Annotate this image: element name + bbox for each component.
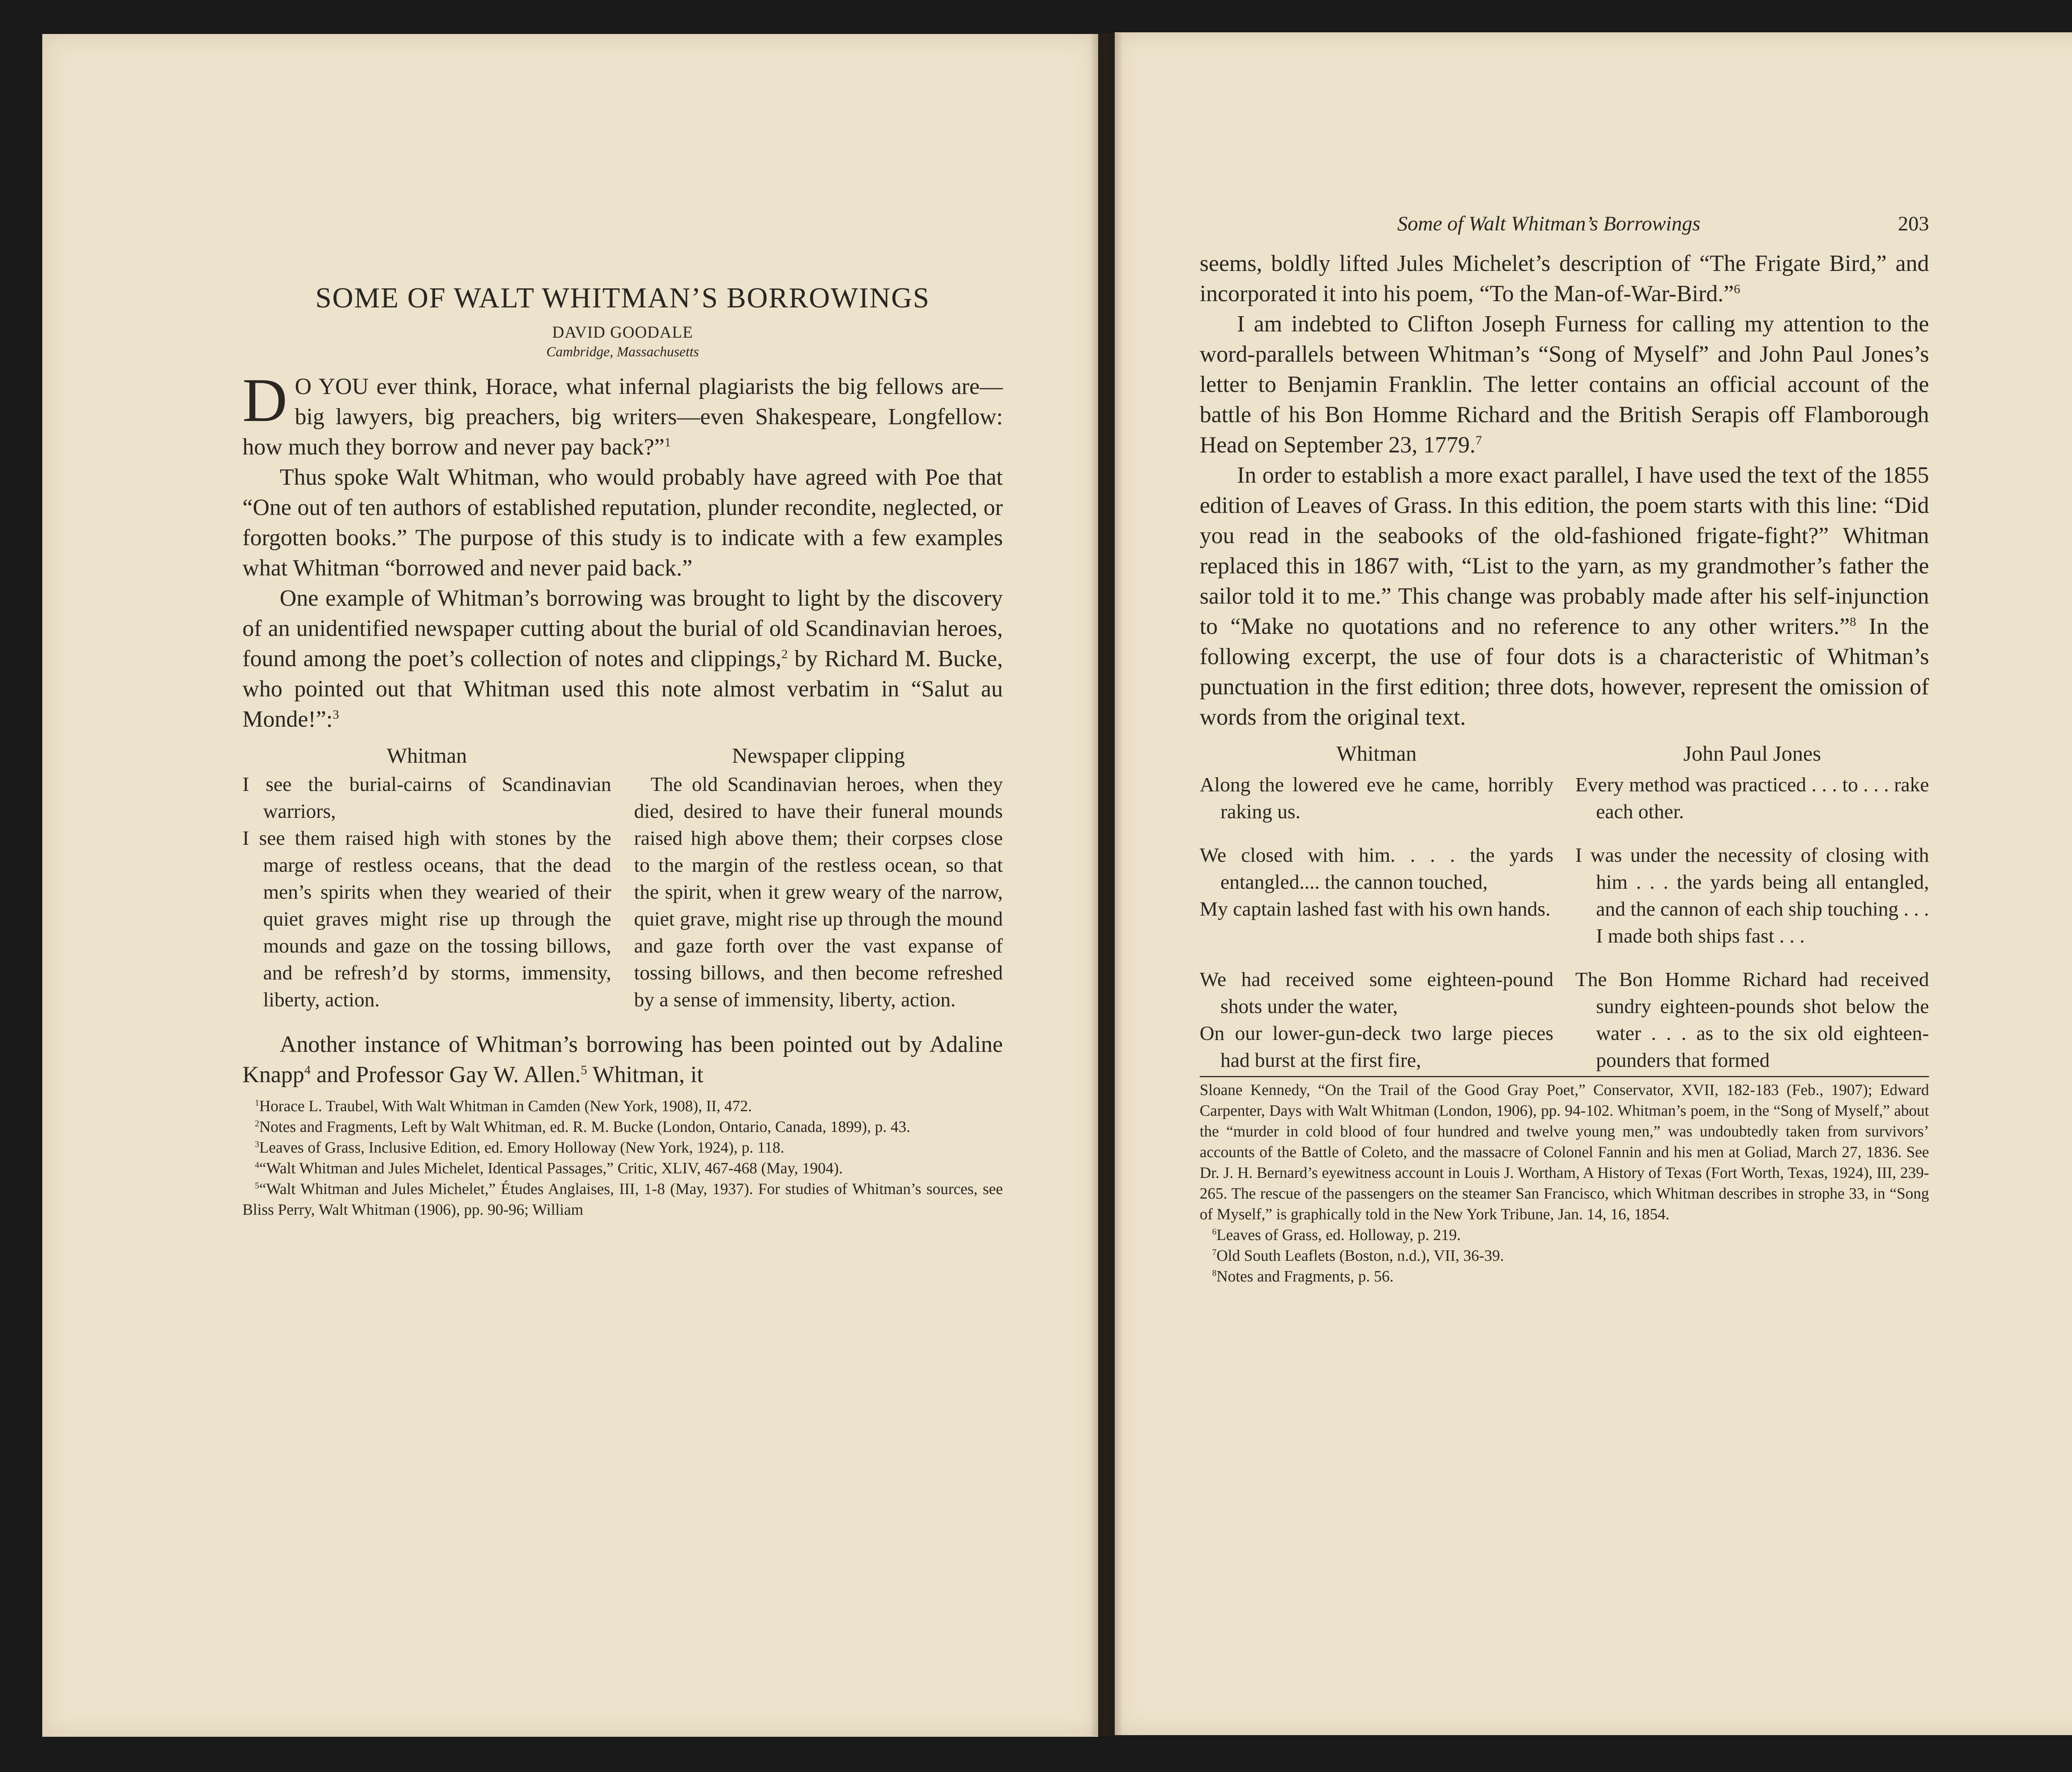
paragraph-4 — [242, 1030, 1003, 1090]
paragraph-furness-text: I am indebted to Clifton Joseph Furness for calling my attention to the word-parallels between Whitman’s “Song of Myself” and John Paul Jones’s letter to Benjamin Franklin. The letter contains an official account of the battle of his Bon Homme Richard and the British Serapis off Flamborough Head on September 23, 1779. — [1200, 311, 1929, 458]
comparison-row — [1200, 841, 1929, 949]
whitman-cell — [1200, 966, 1554, 1073]
footnote-text: Leaves of Grass, ed. Holloway, p. 219. — [1216, 1226, 1461, 1244]
paragraph-3-text-a: One example of Whitman’s borrowing was brought to light by the discovery of an unidentified newspaper cutting about the burial of old Scandinavian heroes, found among the poet’s collection of notes and clippings, — [242, 585, 1003, 672]
footnote-number: 3 — [255, 1139, 259, 1149]
verse-line: We had received some eighteen-pound shots under the water, — [1200, 968, 1554, 1018]
comparison-right-column — [634, 744, 1003, 1013]
footnote-continuation: Sloane Kennedy, “On the Trail of the Good Gray Poet,” Conservator, XVII, 182-183 (Feb., 1907); Edward Carpenter, Days with Walt Whitman (London, 1906), pp. 94-102. Whitman’s poem, in the “Song of Myself,” about the “murder in cold blood of four hundred and twelve young men,” was undoubtedly taken from survivors’ accounts of the Battle of Coleto, and the massacre of Colonel Fannin and his men at Goliad, March 27, 1836. See Dr. J. H. Bernard’s eyewitness account in Louis J. Wortham, A History of Texas (Fort Worth, Texas, 1924), III, 239-265. The rescue of the passengers on the steamer San Francisco, which Whitman describes in strophe 33, in “Song of Myself,” is graphically told in the New York Tribune, Jan. 14, 16, 1854. — [1200, 1081, 1929, 1223]
jones-text: The Bon Homme Richard had received sundry eighteen-pounds shot below the water . . . as to the six old eighteen-pounders that formed — [1575, 968, 1929, 1071]
paragraph-4-text-a: Another instance of Whitman’s borrowing has been pointed out by Adaline Knapp — [242, 1032, 1003, 1088]
footnote-number: 5 — [255, 1180, 259, 1191]
right-column — [1200, 249, 1929, 1287]
verse-line: I see the burial-cairns of Scandinavian warriors, — [242, 773, 611, 822]
continued-paragraph — [1200, 249, 1929, 309]
footnote-text: “Walt Whitman and Jules Michelet, Identical Passages,” Critic, XLIV, 467-468 (May, 1904). — [259, 1160, 843, 1177]
note-ref-4: 4 — [304, 1063, 311, 1077]
paragraph-furness — [1200, 309, 1929, 460]
drop-cap: D — [242, 366, 288, 435]
comparison-row — [1200, 966, 1929, 1073]
whitman-cell — [1200, 841, 1554, 949]
footnote-rule — [1200, 1076, 1929, 1077]
note-ref-8: 8 — [1849, 614, 1857, 629]
footnote-number: 4 — [255, 1160, 259, 1170]
footnote — [242, 1179, 1003, 1220]
running-head-title: Some of Walt Whitman’s Borrowings — [1397, 212, 1701, 235]
footnote-number: 8 — [1212, 1268, 1217, 1278]
footnote — [242, 1117, 1003, 1137]
book-gutter — [1090, 33, 1123, 1736]
paragraph-1855-edition — [1200, 460, 1929, 732]
jones-cell — [1575, 771, 1929, 825]
footnote-text: Leaves of Grass, Inclusive Edition, ed. Emory Holloway (New York, 1924), p. 118. — [259, 1139, 784, 1156]
note-ref-5: 5 — [581, 1063, 587, 1077]
footnote — [1200, 1266, 1929, 1287]
note-ref-2: 2 — [781, 647, 788, 661]
footnote-text: Notes and Fragments, Left by Walt Whitman, ed. R. M. Bucke (London, Ontario, Canada, 1899), p. 43. — [259, 1118, 910, 1136]
verse-line: I see them raised high with stones by the marge of restless oceans, that the dead men’s spirits when they wearied of their quiet graves might rise up through the mounds and gaze on the tossing billows, and be refresh’d by storms, immensity, liberty, action. — [242, 827, 611, 1011]
comparison-left-column — [242, 744, 611, 1013]
paragraph-1855-text-a: In order to establish a more exact parallel, I have used the text of the 1855 edition of Leaves of Grass. In this edition, the poem starts with this line: “Did you read in the seabooks of the old-fashioned frigate-fight?” Whitman replaced this in 1867 with, “List to the yarn, as my grandmother’s father the sailor told it to me.” This change was probably made after his self-injunction to “Make no quotations and no reference to any other writers.” — [1200, 462, 1929, 639]
clipping-text: The old Scandinavian heroes, when they died, desired to have their funeral mounds raised high above them; their corpses close to the margin of the restless ocean, so that the spirit, when it grew weary of the narrow, quiet grave, might rise up through the mound and gaze forth over the vast expanse of tossing billows, and then become refreshed by a sense of immensity, liberty, action. — [634, 773, 1003, 1011]
paragraph-4-text-b: and Professor Gay W. Allen. — [310, 1062, 581, 1088]
comparison-head-whitman: Whitman — [387, 744, 467, 768]
note-ref-7: 7 — [1475, 433, 1482, 447]
footnote-number: 1 — [255, 1098, 259, 1108]
comparison-whitman-clipping — [242, 744, 1003, 1013]
comparison-head-clipping: Newspaper clipping — [732, 744, 905, 768]
footnote-text: Notes and Fragments, p. 56. — [1216, 1268, 1394, 1285]
opening-quote-text: O YOU ever think, Horace, what infernal plagiarists the big fellows are—big lawyers, big preachers, big writers—even Shakespeare, Longfellow: how much they borrow and never pay back?” — [242, 374, 1003, 460]
footnote-text: Old South Leaflets (Boston, n.d.), VII, 36-39. — [1216, 1247, 1504, 1264]
footnote — [242, 1158, 1003, 1179]
footnote-text: “Walt Whitman and Jules Michelet,” Études Anglaises, III, 1-8 (May, 1937). For studies of Whitman’s sources, see Bliss Perry, Walt Whitman (1906), pp. 90-96; William — [242, 1180, 1003, 1218]
comparison-headers — [1200, 742, 1929, 769]
footnote — [242, 1096, 1003, 1117]
note-ref-6: 6 — [1733, 282, 1740, 296]
whitman-cell — [1200, 771, 1554, 825]
jones-text: I was under the necessity of closing with him . . . the yards being all entangled, and the cannon of each ship touching . . . I made both ships fast . . . — [1575, 844, 1929, 947]
footnote — [1200, 1225, 1929, 1245]
continued-paragraph-text: seems, boldly lifted Jules Michelet’s description of “The Frigate Bird,” and incorporated it into his poem, “To the Man-of-War-Bird.” — [1200, 251, 1929, 307]
footnote-number: 7 — [1212, 1247, 1217, 1257]
footnote-number: 6 — [1212, 1226, 1217, 1237]
jones-text: Every method was practiced . . . to . . . rake each other. — [1575, 773, 1929, 823]
footnote-number: 2 — [255, 1118, 259, 1129]
paragraph-1855-text-b: In the following excerpt, the use of four dots is a characteristic of Whitman’s punctuation in the first edition; three dots, however, represent the omission of words from the original text. — [1200, 614, 1929, 730]
footnote — [242, 1137, 1003, 1158]
note-ref-1: 1 — [664, 435, 671, 450]
footnote-text: Horace L. Traubel, With Walt Whitman in Camden (New York, 1908), II, 472. — [259, 1098, 752, 1115]
verse-line: On our lower-gun-deck two large pieces had burst at the first fire, — [1200, 1022, 1554, 1071]
paragraph-4-text-c: Whitman, it — [587, 1062, 704, 1088]
verse-line: Along the lowered eve he came, horribly raking us. — [1200, 773, 1554, 823]
article-title: SOME OF WALT WHITMAN’S BORROWINGS — [315, 282, 930, 314]
comparison-head-jones: John Paul Jones — [1683, 742, 1821, 766]
jones-cell — [1575, 966, 1929, 1073]
right-footnotes — [1200, 1080, 1929, 1287]
comparison-whitman-jones — [1200, 742, 1929, 1073]
author-name: DAVID GOODALE — [552, 323, 693, 341]
paragraph-2: Thus spoke Walt Whitman, who would probably have agreed with Poe that “One out of ten authors of established reputation, plunder recondite, neglected, or forgotten books.” The purpose of this study is to indicate with a few examples what Whitman “borrowed and never paid back.” — [242, 464, 1003, 581]
running-head — [1200, 211, 1929, 235]
left-column — [242, 257, 1003, 1220]
left-footnotes — [242, 1096, 1003, 1220]
verse-line: We closed with him. . . . the yards entangled.... the cannon touched, — [1200, 844, 1554, 893]
comparison-head-whitman: Whitman — [1336, 742, 1417, 766]
verse-line: My captain lashed fast with his own hands. — [1200, 897, 1551, 920]
paragraph-3-text-b: by Richard M. Bucke, who pointed out that Whitman used this note almost verbatim in “Salut au Monde!”: — [242, 646, 1003, 732]
page-number: 203 — [1898, 212, 1929, 235]
author-affiliation: Cambridge, Massachusetts — [546, 344, 699, 360]
paragraph-3 — [242, 583, 1003, 735]
jones-cell — [1575, 841, 1929, 949]
opening-paragraph — [242, 366, 1003, 462]
footnote — [1200, 1245, 1929, 1266]
note-ref-3: 3 — [332, 707, 339, 722]
comparison-row — [1200, 771, 1929, 825]
